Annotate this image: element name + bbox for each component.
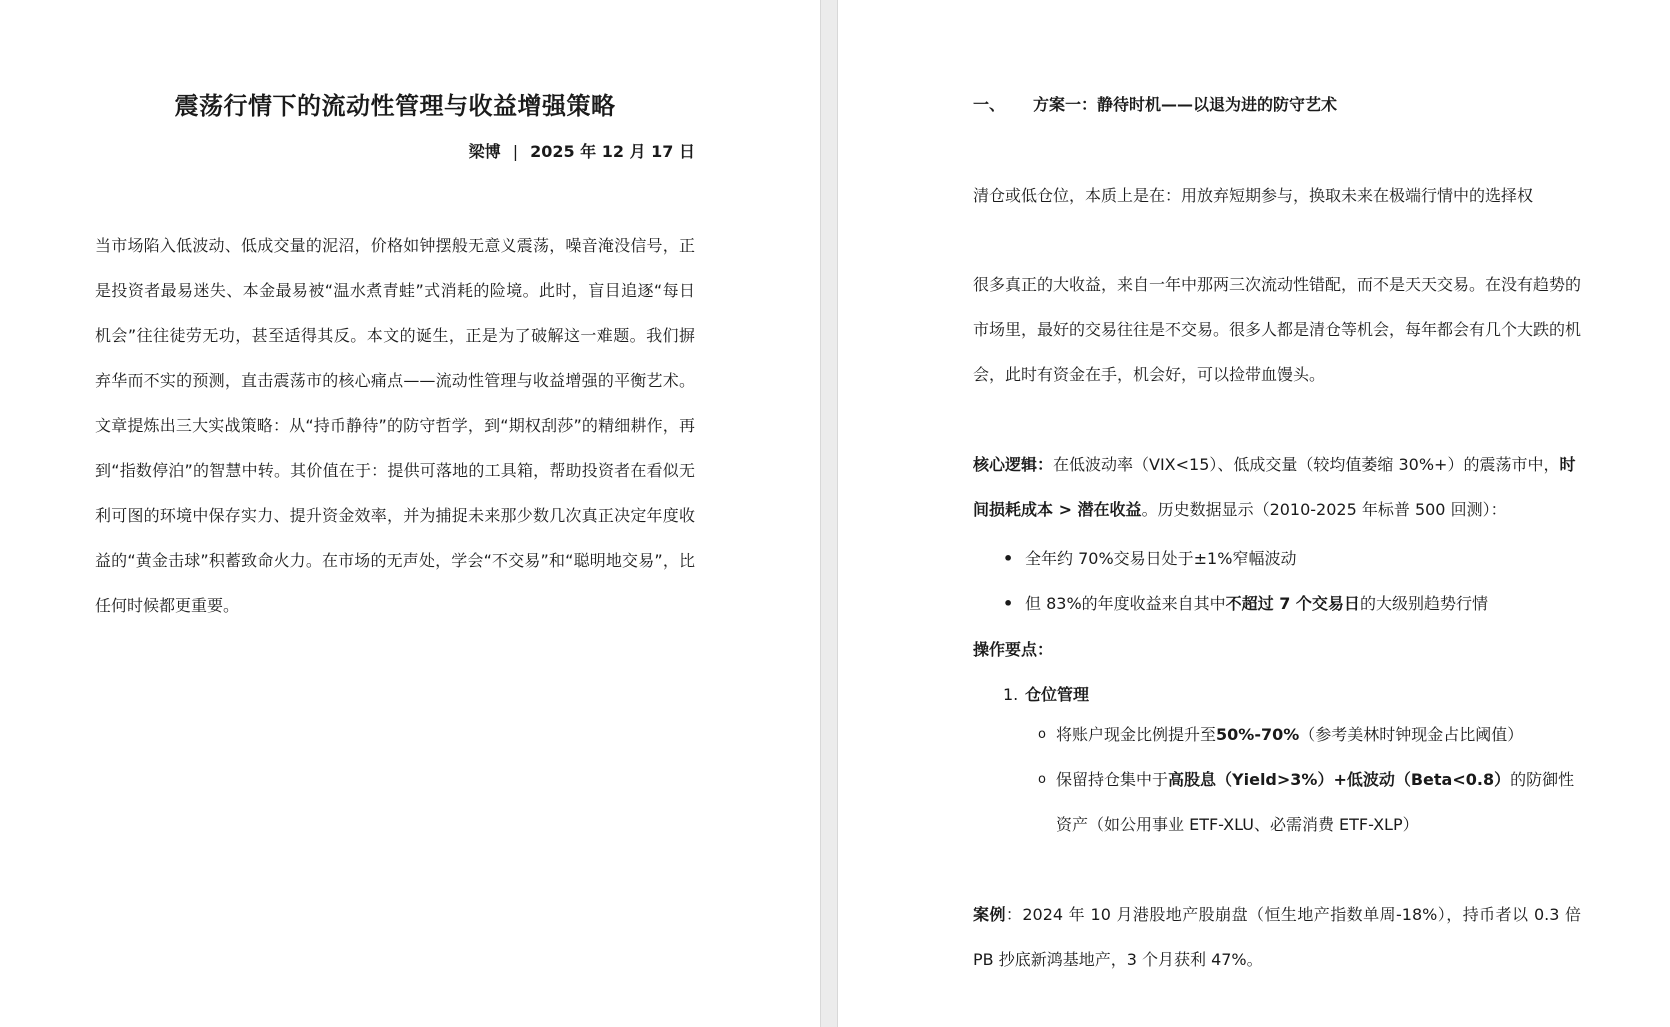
bullet-item [1003,591,1488,614]
sub-bullet-item [1038,757,1586,847]
bullet-text: 全年约 70%交易日处于±1%窄幅波动 [1025,549,1297,568]
document-title: 震荡行情下的流动性管理与收益增强策略 [174,92,616,120]
core-logic-emphasis: 时间损耗成本 > 潜在收益 [973,455,1576,519]
section-number: 一、 [973,95,1006,114]
bullet-emphasis: 不超过 7 个交易日 [1225,594,1360,613]
bullet-marker: • [1003,549,1014,568]
sub-bullet-tail: 的防御性资产（如公用事业 ETF-XLU、必需消费 ETF-XLP） [1056,770,1575,834]
section-title: 方案一：静待时机——以退为进的防守艺术 [1033,95,1338,114]
case-label: 案例 [973,905,1006,924]
publish-date: 2025 年 12 月 17 日 [530,142,695,161]
sub-bullet-marker: o [1038,772,1046,787]
section-heading [973,92,1337,115]
case-paragraph [973,892,1581,982]
core-logic-text: 在低波动率（VIX<15）、低成交量（较均值萎缩 30%+）的震荡市中， [1053,455,1560,474]
sub-bullet-emphasis: 高股息（Yield>3%）+低波动（Beta<0.8） [1168,770,1511,789]
bullet-marker: • [1003,594,1014,613]
sub-bullet-item [1038,712,1586,757]
byline-separator: | [512,142,519,161]
byline [469,139,695,162]
core-logic-text-2: 。历史数据显示（2010-2025 年标普 500 回测）： [1141,500,1507,519]
bullet-item [1003,546,1296,569]
sub-bullet-text: 将账户现金比例提升至 [1056,725,1217,744]
left-page [0,0,820,1027]
paragraph-big-gains: 很多真正的大收益，来自一年中那两三次流动性错配，而不是天天交易。在没有趋势的市场里，最好的交易往往是不交易。很多人都是清仓等机会，每年都会有几个大跌的机会，此时有资金在手，机会好，可以捡带血馒头。 [973,275,1582,384]
numbered-item [1003,682,1089,705]
sub-bullet-emphasis: 50%-70% [1216,725,1300,744]
page-gutter [820,0,838,1027]
numbered-marker: 1. [1003,685,1019,704]
right-page [838,0,1670,1027]
author-name: 梁博 [468,142,501,161]
bullet-text: 但 83%的年度收益来自其中 [1025,594,1226,613]
abstract-paragraph: 当市场陷入低波动、低成交量的泥沼，价格如钟摆般无意义震荡，噪音淹没信号，正是投资者最易迷失、本金最易被“温水煮青蛙”式消耗的险境。此时，盲目追逐“每日机会”往往徒劳无功，甚至适得其反。本文的诞生，正是为了破解这一难题。我们摒弃华而不实的预测，直击震荡市的核心痛点——流动性管理与收益增强的平衡艺术。文章提炼出三大实战策略：从“持币静待”的防守哲学，到“期权刮莎”的精细耕作，再到“指数停泊”的智慧中转。其价值在于：提供可落地的工具箱，帮助投资者在看似无利可图的环境中保存实力、提升资金效率，并为捕捉未来那少数几次真正决定年度收益的“黄金击球”积蓄致命火力。在市场的无声处，学会“不交易”和“聪明地交易”，比任何时候都更重要。 [95,236,695,615]
bullet-text-tail: 的大级别趋势行情 [1359,594,1488,613]
paragraph-option-right: 清仓或低仓位，本质上是在：用放弃短期参与，换取未来在极端行情中的选择权 [973,186,1534,205]
sub-bullet-marker: o [1038,727,1046,742]
case-text: ：2024 年 10 月港股地产股崩盘（恒生地产指数单周-18%），持币者以 0.3 倍 PB 抄底新鸿基地产，3 个月获利 47%。 [973,905,1581,969]
sub-bullet-tail: （参考美林时钟现金占比阈值） [1299,725,1524,744]
core-logic-label: 核心逻辑： [973,455,1054,474]
core-logic-paragraph [973,442,1581,532]
numbered-title: 仓位管理 [1025,685,1090,704]
operations-label: 操作要点： [973,640,1054,659]
sub-bullet-text: 保留持仓集中于 [1056,770,1169,789]
